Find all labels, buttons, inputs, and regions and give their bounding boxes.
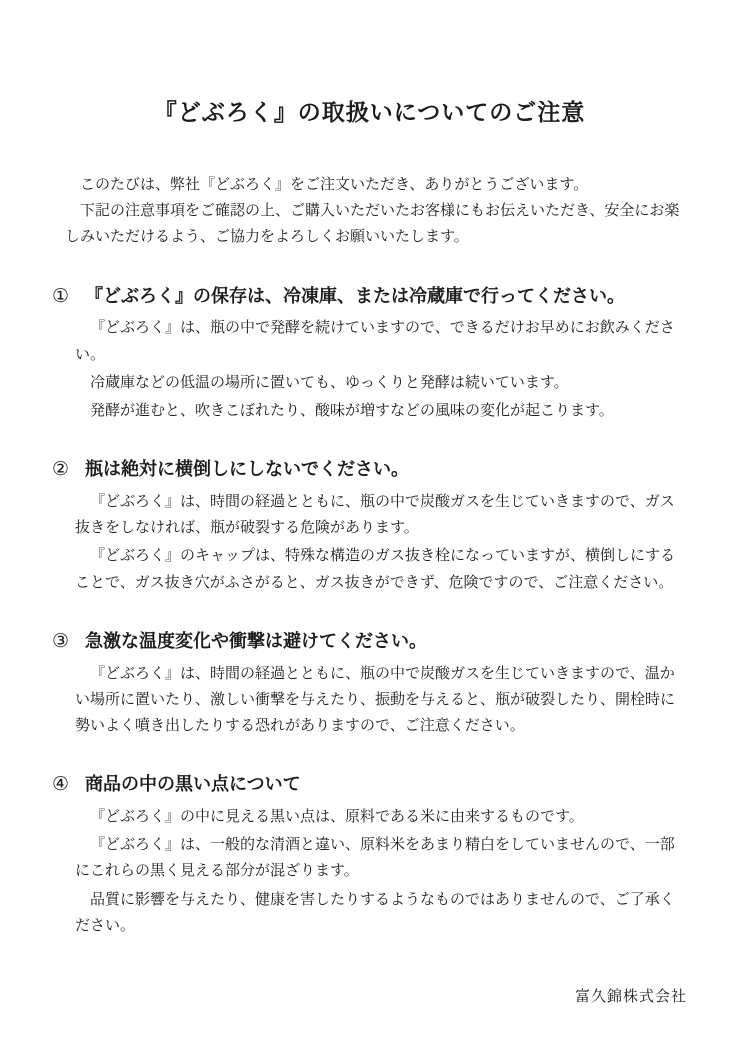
section-heading <box>52 284 687 310</box>
section-paragraph: 品質に影響を与えたり、健康を害したりするようなものではありませんので、ご了承ください。 <box>75 890 675 934</box>
intro-paragraph: 下記の注意事項をご確認の上、ご購入いただいたお客様にもお伝えいただき、安全にお楽しみいただけるよう、ご協力をよろしくお願いいたします。 <box>65 202 680 246</box>
section-paragraph: 『どぶろく』は、瓶の中で発酵を続けていますので、できるだけお早めにお飲みください。 <box>75 319 675 363</box>
section-number: ④ <box>52 774 70 796</box>
section-paragraph: 『どぶろく』は、一般的な清酒と違い、原料米をあまり精白をしていませんので、一部にこれらの黒く見える部分が混ざります。 <box>75 836 675 880</box>
section-black-specks <box>52 772 687 939</box>
section-body <box>75 315 681 424</box>
section-heading <box>52 457 687 483</box>
section-body <box>75 489 681 596</box>
section-heading-text: 瓶は絶対に横倒しにしないでください。 <box>85 459 409 480</box>
section-heading-text: 商品の中の黒い点について <box>85 774 301 795</box>
section-body <box>75 804 681 939</box>
section-storage <box>52 284 687 425</box>
section-temperature-shock <box>52 629 687 739</box>
document-title: 『どぶろく』の取扱いについてのご注意 <box>153 99 586 125</box>
section-number: ③ <box>52 630 70 652</box>
section-paragraph: 発酵が進むと、吹きこぼれたり、酸味が増すなどの風味の変化が起こります。 <box>90 402 614 420</box>
section-paragraph: 『どぶろく』のキャップは、特殊な構造のガス抜き栓になっていますが、横倒しにすることで、ガス抜き穴がふさがると、ガス抜きができず、危険ですので、ご注意ください。 <box>75 547 676 591</box>
section-heading-text: 『どぶろく』の保存は、冷凍庫、または冷蔵庫で行ってください。 <box>85 285 625 306</box>
section-body <box>75 661 681 740</box>
section-heading <box>52 772 687 798</box>
section-heading-text: 急激な温度変化や衝撃は避けてください。 <box>85 630 427 651</box>
company-signature: 富久錦株式会社 <box>574 988 687 1006</box>
section-no-horizontal <box>52 457 687 596</box>
section-paragraph: 『どぶろく』の中に見える黒い点は、原料である米に由来するものです。 <box>90 807 584 825</box>
intro-block <box>65 172 685 251</box>
section-paragraph: 冷蔵庫などの低温の場所に置いても、ゆっくりと発酵は続いています。 <box>90 373 569 391</box>
intro-paragraph: このたびは、弊社『どぶろく』をご注文いただき、ありがとうございます。 <box>80 175 589 193</box>
section-paragraph: 『どぶろく』は、時間の経過とともに、瓶の中で炭酸ガスを生じていきますので、ガス抜きをしなければ、瓶が破裂する危険があります。 <box>75 492 675 537</box>
section-heading <box>52 629 687 655</box>
section-paragraph: 『どぶろく』は、時間の経過とともに、瓶の中で炭酸ガスを生じていきますので、温かい場所に置いたり、激しい衝撃を与えたり、振動を与えると、瓶が破裂したり、開栓時に勢いよく噴き出したりする恐れがありますので、ご注意ください。 <box>75 664 676 735</box>
section-number: ① <box>52 285 70 307</box>
section-number: ② <box>52 459 70 481</box>
